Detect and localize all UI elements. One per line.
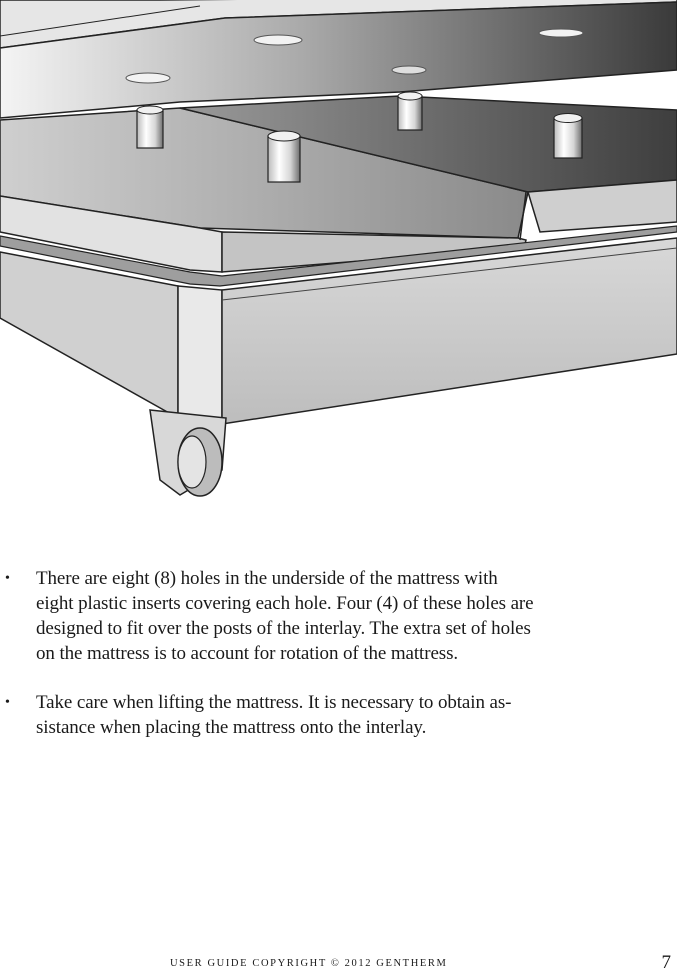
instruction-item-lifting	[0, 690, 677, 740]
mattress-hole	[254, 35, 302, 45]
interlay-post	[137, 106, 163, 148]
interlay-post	[554, 114, 582, 159]
bullet-line: There are eight (8) holes in the underside of the mattress with	[36, 568, 498, 589]
bullet-marker: •	[5, 571, 10, 586]
caster-wheel	[150, 410, 226, 496]
mattress-hole	[126, 73, 170, 83]
bullet-marker: •	[5, 695, 10, 710]
interlay-post	[398, 92, 422, 130]
bullet-line: Take care when lifting the mattress. It is necessary to obtain as-	[36, 692, 512, 713]
bullet-line: designed to fit over the posts of the interlay. The extra set of holes	[36, 618, 531, 639]
page-number: 7	[661, 952, 671, 973]
footer-copyright: USER GUIDE COPYRIGHT © 2012 GENTHERM	[170, 958, 448, 969]
mattress-hole	[392, 66, 426, 74]
instructions-list	[0, 566, 677, 740]
instruction-item-mattress-holes	[0, 566, 677, 666]
interlay-post	[268, 131, 300, 182]
bullet-line: eight plastic inserts covering each hole. Four (4) of these holes are	[36, 593, 534, 614]
bullet-line: on the mattress is to account for rotation of the mattress.	[36, 643, 459, 664]
mattress-hole	[539, 29, 583, 37]
bullet-line: sistance when placing the mattress onto the interlay.	[36, 717, 427, 738]
